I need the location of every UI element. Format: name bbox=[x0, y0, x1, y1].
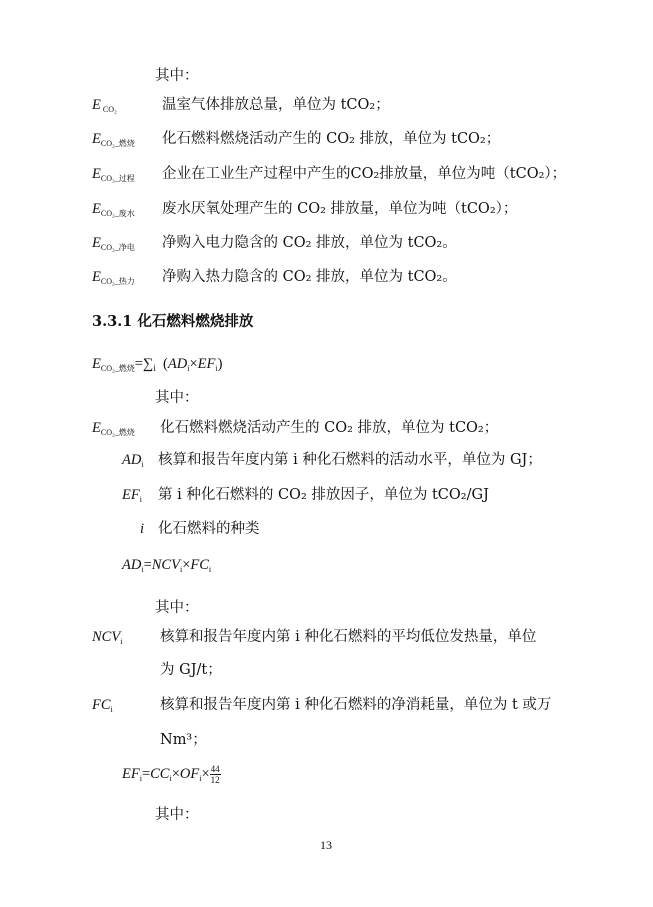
symbol-e-co2-combustion-2: $E_{CO_2\_燃烧}$ bbox=[92, 420, 135, 437]
intro-label-2: 其中： bbox=[155, 390, 199, 406]
symbol-e-co2-heat: $E_{CO_2\_热力}$ bbox=[92, 269, 135, 286]
symbol-ad-i: $AD_i$ bbox=[122, 452, 144, 469]
definition-e-co2-electricity: 净购入电力隐含的 CO₂ 排放，单位为 tCO₂。 bbox=[162, 235, 457, 251]
definition-ad-i: 核算和报告年度内第 i 种化石燃料的活动水平，单位为 GJ； bbox=[158, 452, 542, 468]
definition-e-co2-combustion-2: 化石燃料燃烧活动产生的 CO₂ 排放，单位为 tCO₂； bbox=[160, 420, 499, 436]
definition-ef-i: 第 i 种化石燃料的 CO₂ 排放因子，单位为 tCO₂/GJ bbox=[158, 487, 489, 503]
symbol-i: i bbox=[140, 521, 145, 537]
definition-e-co2-combustion: 化石燃料燃烧活动产生的 CO₂ 排放，单位为 tCO₂； bbox=[162, 131, 501, 147]
symbol-fc-i: $FC_i$ bbox=[92, 697, 113, 714]
definition-e-co2: 温室气体排放总量，单位为 tCO₂； bbox=[162, 97, 390, 113]
definition-e-co2-wastewater: 废水厌氧处理产生的 CO₂ 排放量，单位为吨（tCO₂）； bbox=[162, 201, 518, 217]
symbol-e-co2: E $_{CO_2}$ bbox=[92, 97, 117, 114]
intro-label-4: 其中： bbox=[155, 807, 199, 823]
formula-combustion: $E_{CO_2\_燃烧}=\sum_i$ $(AD_i\times EF_i)$ bbox=[92, 356, 223, 373]
page-number: 13 bbox=[320, 838, 332, 852]
definition-e-co2-process: 企业在工业生产过程中产生的CO₂排放量，单位为吨（tCO₂）； bbox=[162, 166, 567, 182]
symbol-e-co2-electricity: $E_{CO_2\_净电}$ bbox=[92, 235, 135, 252]
fraction-numerator: 44 bbox=[210, 764, 220, 775]
definition-i: 化石燃料的种类 bbox=[158, 521, 260, 537]
symbol-ncv-i: $NCV_i$ bbox=[92, 629, 123, 646]
fraction-denominator: 12 bbox=[210, 775, 220, 786]
definition-fc-i-cont: Nm³； bbox=[160, 732, 207, 748]
symbol-e-co2-combustion: $E_{CO_2\_燃烧}$ bbox=[92, 131, 135, 148]
fraction-44-12 bbox=[210, 764, 221, 785]
definition-ncv-i-cont: 为 GJ/t； bbox=[160, 662, 222, 678]
intro-label-3: 其中： bbox=[155, 600, 199, 616]
definition-ncv-i: 核算和报告年度内第 i 种化石燃料的平均低位发热量，单位 bbox=[160, 629, 537, 645]
definition-fc-i: 核算和报告年度内第 i 种化石燃料的净消耗量，单位为 t 或万 bbox=[160, 697, 552, 713]
formula-emission-factor: $EF_i=CC_i\times OF_i\times$ $\frac{44}{12}$ bbox=[122, 764, 220, 786]
definition-e-co2-heat: 净购入热力隐含的 CO₂ 排放，单位为 tCO₂。 bbox=[162, 269, 457, 285]
symbol-e-co2-process: $E_{CO_2\_过程}$ bbox=[92, 166, 135, 183]
formula-activity-level: $AD_i=NCV_i\times FC_i$ bbox=[122, 557, 212, 574]
symbol-e-co2-wastewater: $E_{CO_2\_废水}$ bbox=[92, 201, 135, 218]
intro-label: 其中： bbox=[155, 68, 199, 84]
symbol-ef-i: $EF_i$ bbox=[122, 487, 142, 504]
section-heading: 3.3.1 化石燃料燃烧排放 bbox=[92, 313, 254, 330]
